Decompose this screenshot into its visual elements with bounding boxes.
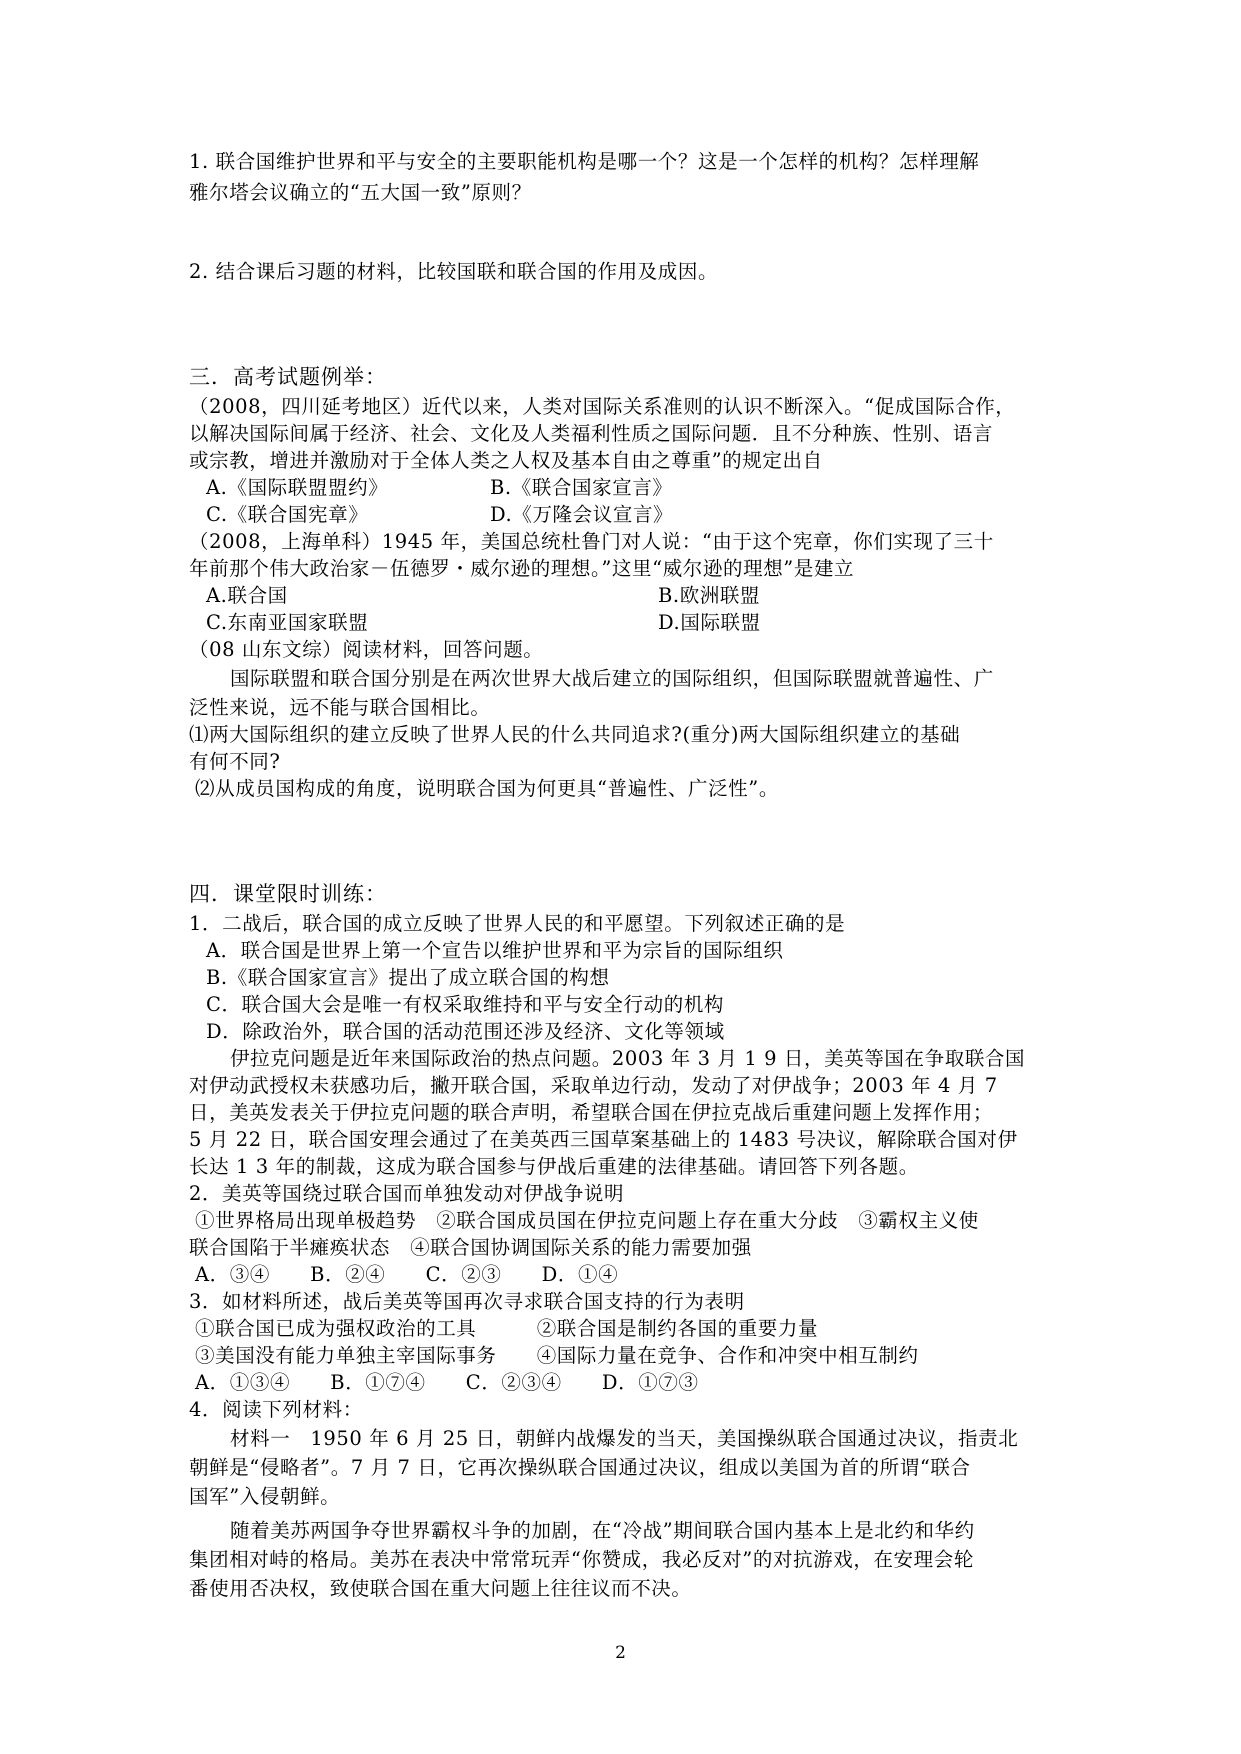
s4-line-9: 5 月 22 日，联合国安理会通过了在美英西三国草案基础上的 1483 号决议，解除联合国对伊 (189, 1128, 1018, 1151)
s4-line-19: 4．阅读下列材料： (189, 1398, 363, 1421)
s4-line-25: 番使用否决权，致使联合国在重大问题上往往议而不决。 (189, 1577, 692, 1600)
question-2: 2. 结合课后习题的材料，比较国联和联合国的作用及成因。 (189, 260, 719, 283)
s4-line-5: D．除政治外，联合国的活动范围还涉及经济、文化等领域 (206, 1020, 725, 1043)
s4-line-20: 材料一 1950 年 6 月 25 日，朝鲜内战爆发的当天，美国操纵联合国通过决议，指责北 (230, 1427, 1019, 1450)
s3-p3-question-2: ⑵从成员国构成的角度，说明联合国为何更具“普遍性、广泛性”。 (195, 777, 779, 800)
s3-p1-option-a: A.《国际联盟盟约》 (206, 476, 389, 499)
question-1-line-1: 1. 联合国维护世界和平与安全的主要职能机构是哪一个？这是一个怎样的机构？怎样理解 (189, 150, 980, 173)
s4-line-8: 日，美英发表关于伊拉克问题的联合声明，希望联合国在伊拉克战后重建问题上发挥作用； (189, 1101, 994, 1124)
s4-line-18: A．①③④ B．①⑦④ C．②③④ D．①⑦③ (195, 1371, 699, 1394)
s4-line-1: 1．二战后，联合国的成立反映了世界人民的和平愿望。下列叙述正确的是 (189, 912, 846, 935)
section-3-heading: 三．高考试题例举： (189, 365, 387, 389)
s4-line-7: 对伊动武授权未获感功后，撇开联合国，采取单边行动，发动了对伊战争；2003 年 4 月 7 (189, 1074, 998, 1097)
s4-line-24: 集团相对峙的格局。美苏在表决中常常玩弄“你赞成，我必反对”的对抗游戏，在安理会轮 (189, 1548, 974, 1571)
s3-p1-option-c: C.《联合国宪章》 (206, 503, 369, 526)
s4-line-6: 伊拉克问题是近年来国际政治的热点问题。2003 年 3 月 1 9 日，美英等国在争取联合国 (230, 1047, 1026, 1070)
s4-line-10: 长达 1 3 年的制裁，这成为联合国参与伊战后重建的法律基础。请回答下列各题。 (189, 1155, 919, 1178)
s4-line-3: B.《联合国家宣言》提出了成立联合国的构想 (206, 966, 610, 989)
s4-line-16: ①联合国已成为强权政治的工具 ②联合国是制约各国的重要力量 (195, 1317, 819, 1340)
s3-p2-option-d: D.国际联盟 (658, 611, 761, 634)
s3-p3-material-line-2: 泛性来说，远不能与联合国相比。 (189, 696, 491, 719)
s4-line-11: 2．美英等国绕过联合国而单独发动对伊战争说明 (189, 1182, 625, 1205)
s4-line-12: ①世界格局出现单极趋势 ②联合国成员国在伊拉克问题上存在重大分歧 ③霸权主义使 (195, 1209, 979, 1232)
s3-p2-line-1: （2008，上海单科）1945 年，美国总统杜鲁门对人说：“由于这个宪章，你们实现了三十 (189, 530, 994, 553)
s3-p1-line-3: 或宗教，增进并激励对于全体人类之人权及基本自由之尊重”的规定出自 (189, 449, 823, 472)
s4-line-4: C．联合国大会是唯一有权采取维持和平与安全行动的机构 (206, 993, 725, 1016)
s4-line-13: 联合国陷于半瘫痪状态 ④联合国协调国际关系的能力需要加强 (189, 1236, 752, 1259)
s3-p2-option-c: C.东南亚国家联盟 (206, 611, 369, 634)
page-number: 2 (615, 1643, 626, 1663)
s3-p1-line-2: 以解决国际间属于经济、社会、文化及人类福利性质之国际问题．且不分种族、性别、语言 (189, 422, 994, 445)
section-4-heading: 四．课堂限时训练： (189, 882, 387, 906)
s3-p3-question-1-line-1: ⑴两大国际组织的建立反映了世界人民的什么共同追求?(重分)两大国际组织建立的基础 (189, 723, 961, 746)
s4-line-22: 国军”入侵朝鲜。 (189, 1485, 341, 1508)
question-1-line-2: 雅尔塔会议确立的“五大国一致”原则？ (189, 181, 532, 204)
s4-line-17: ③美国没有能力单独主宰国际事务 ④国际力量在竞争、合作和冲突中相互制约 (195, 1344, 919, 1367)
s3-p1-option-d: D.《万隆会议宣言》 (490, 503, 674, 526)
s3-p2-line-2: 年前那个伟大政治家－伍德罗・威尔逊的理想。”这里“威尔逊的理想”是建立 (189, 557, 855, 580)
s3-p2-option-a: A.联合国 (206, 584, 288, 607)
s3-p3-intro: （08 山东文综）阅读材料，回答问题。 (189, 638, 544, 661)
s4-line-14: A．③④ B．②④ C．②③ D．①④ (195, 1263, 619, 1286)
s4-line-23: 随着美苏两国争夺世界霸权斗争的加剧，在“冷战”期间联合国内基本上是北约和华约 (230, 1519, 975, 1542)
s4-line-2: A．联合国是世界上第一个宣告以维护世界和平为宗旨的国际组织 (206, 939, 784, 962)
s4-line-15: 3．如材料所述，战后美英等国再次寻求联合国支持的行为表明 (189, 1290, 745, 1313)
s3-p2-option-b: B.欧洲联盟 (658, 584, 761, 607)
s3-p1-option-b: B.《联合国家宣言》 (490, 476, 673, 499)
s4-line-21: 朝鲜是“侵略者”。7 月 7 日，它再次操纵联合国通过决议，组成以美国为首的所谓“联合 (189, 1456, 971, 1479)
s3-p3-material-line-1: 国际联盟和联合国分别是在两次世界大战后建立的国际组织，但国际联盟就普遍性、广 (230, 667, 994, 690)
s3-p3-question-1-line-2: 有何不同? (189, 750, 281, 773)
s3-p1-line-1: （2008，四川延考地区）近代以来，人类对国际关系准则的认识不断深入。“促成国际合作， (189, 395, 1016, 418)
